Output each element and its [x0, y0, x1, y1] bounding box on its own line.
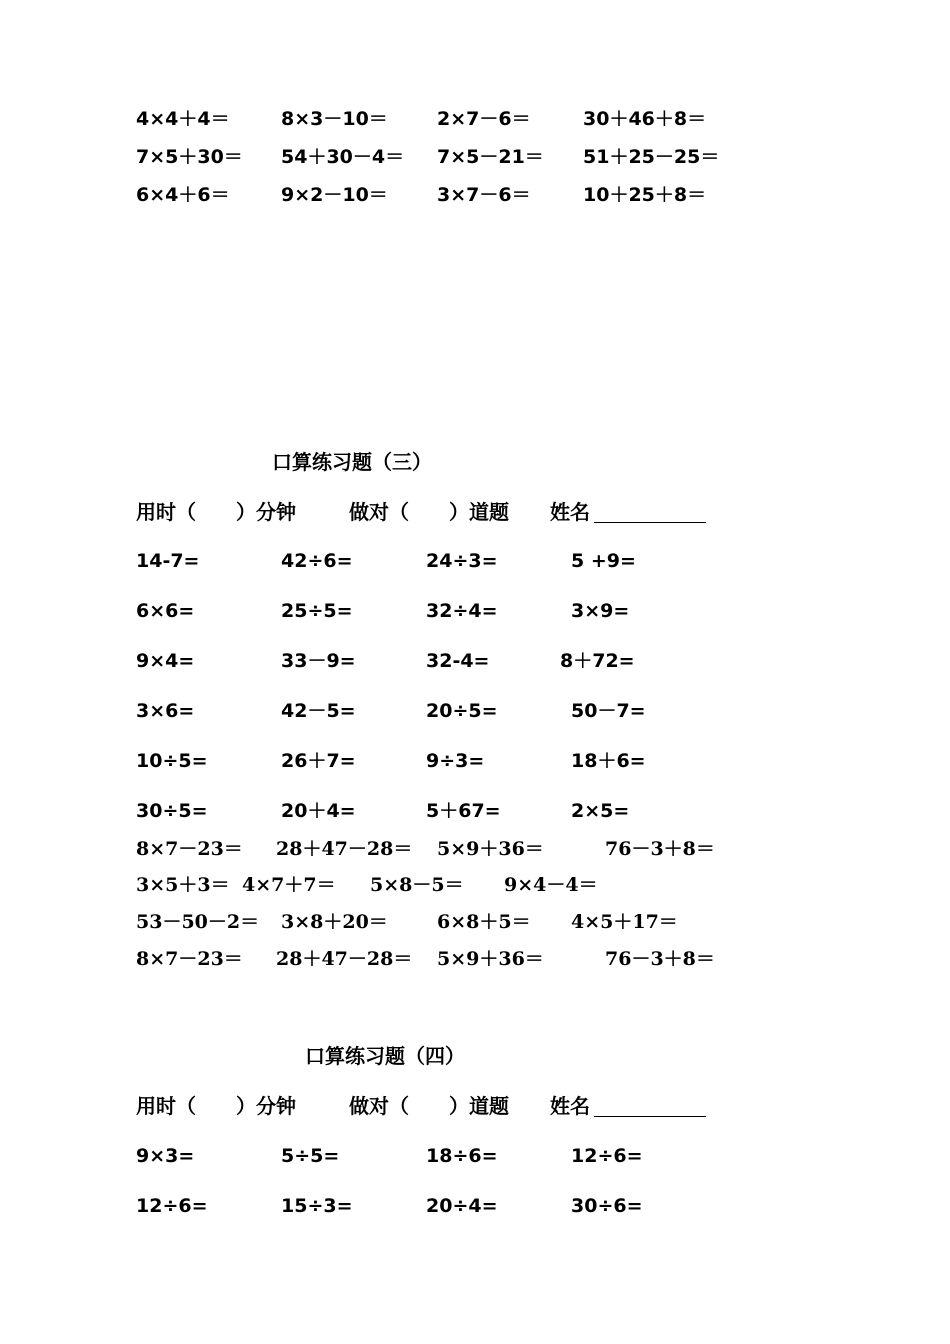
problem: 32-4=: [426, 650, 490, 672]
problem: 14-7=: [136, 550, 200, 572]
problem: 33－9=: [281, 650, 356, 672]
problem: 9×2－10＝: [281, 184, 388, 206]
problem: 28＋47－28＝: [276, 838, 413, 860]
problem: 9×3=: [136, 1145, 195, 1167]
problem: 9÷3=: [426, 750, 485, 772]
section-3-mixed-row: [0, 870, 950, 900]
problem: 12÷6=: [136, 1195, 208, 1217]
problem: 42÷6=: [281, 550, 353, 572]
problem: 3×8＋20＝: [281, 911, 388, 933]
problem: 32÷4=: [426, 600, 498, 622]
problem: 30＋46＋8＝: [583, 108, 707, 130]
section-3-row: [0, 796, 950, 826]
problem: 6×6=: [136, 600, 195, 622]
problem: 30÷5=: [136, 800, 208, 822]
problem: 76－3＋8＝: [605, 948, 715, 970]
problem: 6×4＋6＝: [136, 184, 230, 206]
problem: 26＋7=: [281, 750, 356, 772]
problem: 7×5＋30＝: [136, 146, 243, 168]
section-4-info-row: [0, 1091, 950, 1121]
section-4-row: [0, 1191, 950, 1221]
time-field: 用时（ ）分钟: [136, 1094, 296, 1118]
problem: 18÷6=: [426, 1145, 498, 1167]
problem: 42－5=: [281, 700, 356, 722]
problem: 10＋25＋8＝: [583, 184, 707, 206]
problem: 3×7－6＝: [437, 184, 531, 206]
problem: 5÷5=: [281, 1145, 340, 1167]
problem: 2×7－6＝: [437, 108, 531, 130]
name-label: 姓名: [550, 500, 590, 524]
problem: 3×6=: [136, 700, 195, 722]
problem: 18＋6=: [571, 750, 646, 772]
problem: 25÷5=: [281, 600, 353, 622]
section-3-info-row: [0, 497, 950, 527]
problem: 9×4=: [136, 650, 195, 672]
correct-count-field: 做对（ ）道题: [349, 500, 509, 524]
problem: 5×9＋36＝: [437, 948, 544, 970]
problem: 5×8－5＝: [370, 874, 464, 896]
section-3-title: 口算练习题（三）: [272, 450, 432, 474]
top-row-3: [0, 180, 950, 210]
name-blank-line[interactable]: [594, 522, 706, 523]
problem: 6×8＋5＝: [437, 911, 531, 933]
problem: 5 +9=: [571, 550, 636, 572]
problem: 8×7－23＝: [136, 948, 243, 970]
section-3-mixed-row: [0, 944, 950, 974]
problem: 30÷6=: [571, 1195, 643, 1217]
problem: 53－50－2＝: [136, 911, 260, 933]
problem: 51＋25－25＝: [583, 146, 720, 168]
section-3-mixed-row: [0, 907, 950, 937]
problem: 76－3＋8＝: [605, 838, 715, 860]
problem: 4×4＋4＝: [136, 108, 230, 130]
problem: 10÷5=: [136, 750, 208, 772]
section-3-row: [0, 696, 950, 726]
problem: 50－7=: [571, 700, 646, 722]
section-3-row: [0, 546, 950, 576]
problem: 5＋67=: [426, 800, 501, 822]
section-3-row: [0, 746, 950, 776]
problem: 8＋72=: [560, 650, 635, 672]
problem: 20÷4=: [426, 1195, 498, 1217]
section-3-row: [0, 646, 950, 676]
name-blank-line[interactable]: [594, 1116, 706, 1117]
problem: 4×5＋17＝: [571, 911, 678, 933]
name-label: 姓名: [550, 1094, 590, 1118]
problem: 20＋4=: [281, 800, 356, 822]
problem: 24÷3=: [426, 550, 498, 572]
problem: 20÷5=: [426, 700, 498, 722]
top-row-2: [0, 142, 950, 172]
section-4-title: 口算练习题（四）: [305, 1044, 465, 1068]
section-3-row: [0, 596, 950, 626]
problem: 3×9=: [571, 600, 630, 622]
problem: 5×9＋36＝: [437, 838, 544, 860]
correct-count-field: 做对（ ）道题: [349, 1094, 509, 1118]
problem: 7×5－21＝: [437, 146, 544, 168]
section-3-mixed-row: [0, 834, 950, 864]
problem: 54＋30－4＝: [281, 146, 405, 168]
problem: 15÷3=: [281, 1195, 353, 1217]
problem: 2×5=: [571, 800, 630, 822]
section-4-row: [0, 1141, 950, 1171]
time-field: 用时（ ）分钟: [136, 500, 296, 524]
top-row-1: [0, 104, 950, 134]
problem: 3×5＋3＝: [136, 874, 230, 896]
problem: 4×7＋7＝: [242, 874, 336, 896]
problem: 8×3－10＝: [281, 108, 388, 130]
problem: 12÷6=: [571, 1145, 643, 1167]
problem: 28＋47－28＝: [276, 948, 413, 970]
problem: 8×7－23＝: [136, 838, 243, 860]
problem: 9×4－4＝: [504, 874, 598, 896]
